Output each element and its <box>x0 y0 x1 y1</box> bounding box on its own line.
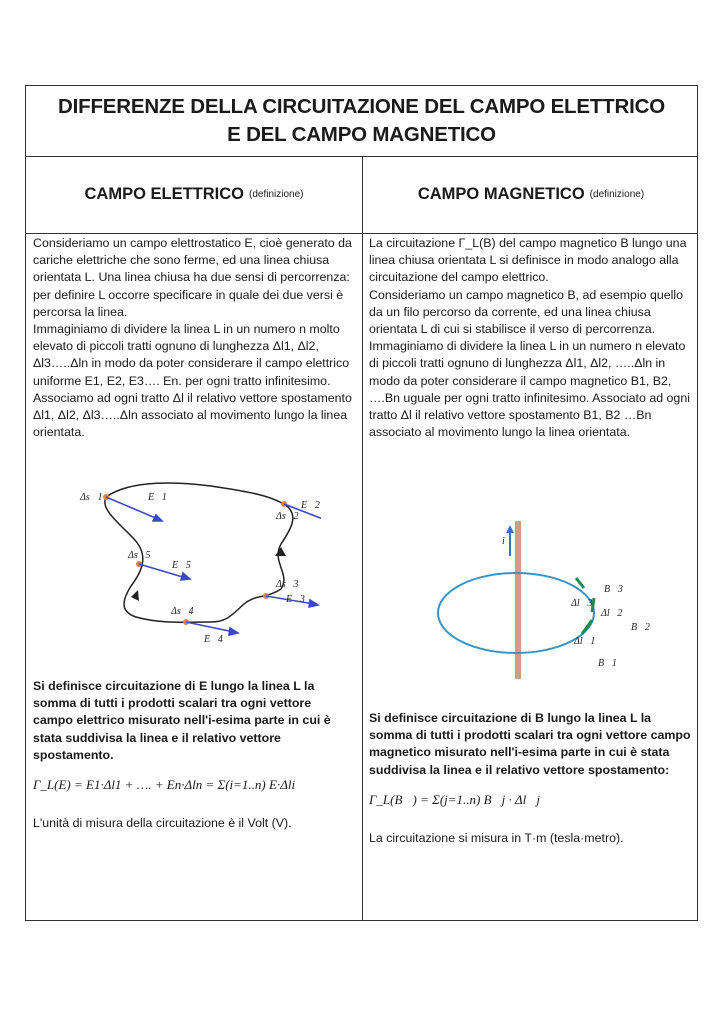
magnetic-setup: Consideriamo un campo magnetico B, ad esempio quello da un filo percorso da corrente, ed una linea chiusa orientata L di cui si stabilisce il verso di percorrenza. <box>369 287 684 337</box>
electric-field-loop-diagram <box>76 474 321 649</box>
electric-column-heading: CAMPO ELETTRICO (definizione) <box>84 185 304 203</box>
l3-label: Δl⃗3 <box>571 598 593 609</box>
magnetic-field-wire-diagram <box>426 516 656 681</box>
b3-label: B⃗3 <box>604 584 623 595</box>
direction-arrow <box>131 590 139 601</box>
b1-label: B⃗1 <box>598 658 617 669</box>
header-divider <box>26 233 697 234</box>
magnetic-column-heading: CAMPO MAGNETICO (definizione) <box>417 185 645 203</box>
e2-label: E⃗2 <box>301 500 320 511</box>
ds4-label: Δs⃗4 <box>171 606 194 617</box>
ds1-label: Δs⃗1 <box>80 492 103 503</box>
electric-displacement: Associamo ad ogni tratto Δl il relativo vettore spostamento Δl1, Δl2, Δl3…..Δln associato al movimento lungo la linea orientata. <box>33 390 352 440</box>
electric-column-text <box>33 235 355 441</box>
magnetic-circulation-formula: Γ_L(B⃗) = Σ(j=1..n) B⃗j · Δl⃗j <box>369 791 541 807</box>
l1-label: Δl⃗1 <box>574 636 596 647</box>
electric-subdivision: Immaginiamo di dividere la linea L in un numero n molto elevato di piccoli tratti ognuno di lunghezza Δl1, Δl2, Δl3…..Δln in modo da poter considerare il campo elettrico uniforme E1, E2, E3…. En. per ogni tratto infinitesimo. <box>33 322 350 388</box>
electric-unit: L'unità di misura della circuitazione è il Volt (V). <box>33 816 292 831</box>
magnetic-subdivision: Immaginiamo di dividere la linea L in un numero n elevato di piccoli tratti ognuno di lunghezza Δl1, Δl2, …..Δln in modo da poter considerare il campo magnetico B1, B2, ….Bn uguale per ogni tratto infinitesimo. Associato ad ogni tratto Δl il relativo vettore spostamento B1, B2 …Bn associato al movimento lungo la linea orientata. <box>369 339 690 440</box>
electric-definition-block <box>33 678 353 832</box>
electric-definition: Si definisce circuitazione di E lungo la linea L la somma di tutti i prodotti scalari tra ogni vettore campo elettrico misurato nell'i-esima parte in cui è stata suddivisa la linea e il relativo vettore spostamento. <box>33 679 331 762</box>
current-wire <box>515 521 521 679</box>
e4-arrow <box>186 622 234 632</box>
magnetic-column-text <box>369 235 693 441</box>
l2-label: Δl⃗2 <box>601 608 623 619</box>
e5-label: E⃗5 <box>172 560 191 571</box>
ds3-label: Δs⃗3 <box>276 579 299 590</box>
magnetic-unit: La circuitazione si misura in T·m (tesla·metro). <box>369 831 624 846</box>
comparison-table <box>25 85 698 921</box>
b3-arrow <box>576 578 584 588</box>
e4-label: E⃗4 <box>204 634 223 645</box>
electric-circulation-formula: Γ_L(E) = E1·Δl1 + …. + En·Δln = Σ(i=1..n) E·Δli <box>33 777 296 793</box>
direction-arrow <box>275 547 286 556</box>
e3-label: E⃗3 <box>286 594 305 605</box>
current-label: i <box>502 536 505 547</box>
magnetic-definition: Si definisce circuitazione di B lungo la linea L la somma di tutti i prodotti scalari tra ogni vettore campo magnetico misurato nell'i-esima parte in cui è stata suddivisa la linea e il relativo vettore spostamento: <box>369 711 691 777</box>
magnetic-intro: La circuitazione Γ_L(B) del campo magnetico B lungo una linea chiusa orientata L si definisce in modo analogo alla circuitazione del campo elettrico. <box>369 236 687 285</box>
ds2-label: Δs⃗2 <box>276 511 299 522</box>
magnetic-definition-block <box>369 710 691 847</box>
b2-label: B⃗2 <box>631 622 650 633</box>
e1-label: E⃗1 <box>148 492 167 503</box>
page-title: DIFFERENZE DELLA CIRCUITAZIONE DEL CAMPO ELETTRICO E DEL CAMPO MAGNETICO <box>26 86 697 157</box>
electric-intro: Consideriamo un campo elettrostatico E, cioè generato da cariche elettriche che sono ferme, ed una linea chiusa orientata L. Una linea chiusa ha due sensi di percorrenza: per definire L occorre specificare in quale dei due versi è percorsa la linea. <box>33 236 352 319</box>
ds5-label: Δs⃗5 <box>128 550 151 561</box>
column-divider <box>362 156 363 921</box>
